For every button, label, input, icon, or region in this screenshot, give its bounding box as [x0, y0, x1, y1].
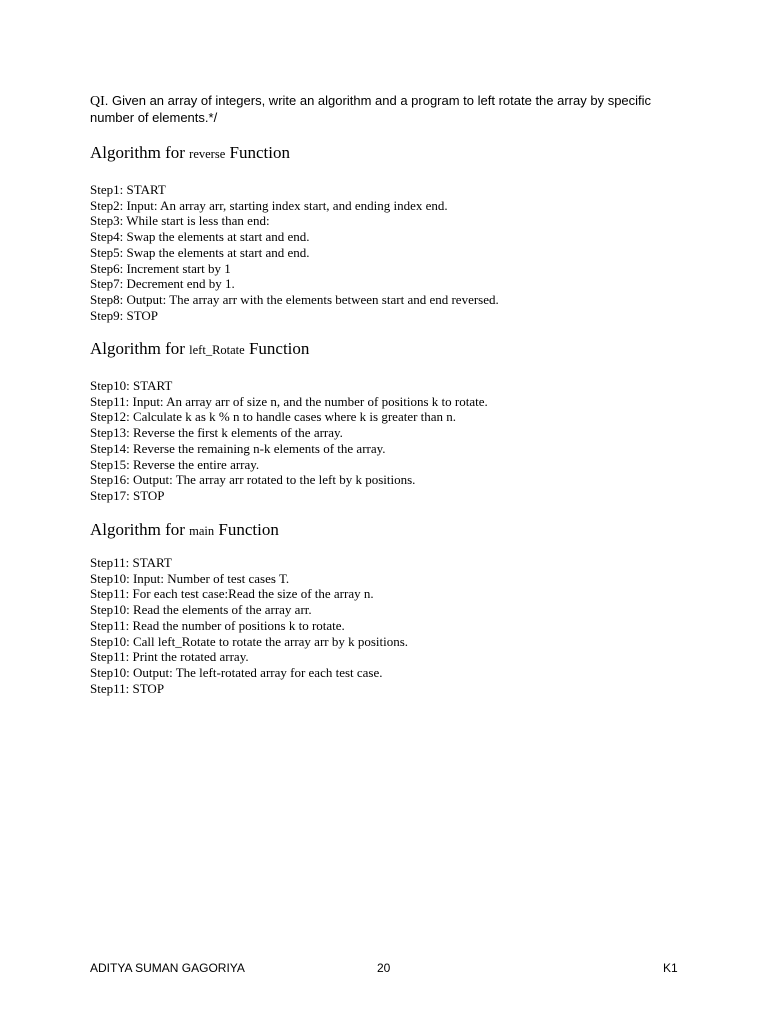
question-body: . Given an array of integers, write an algorithm and a program to left rotate the array by specific number of elements.*/: [90, 93, 652, 125]
step-item: Step8: Output: The array arr with the elements between start and end reversed.: [90, 291, 499, 307]
step-item: Step10: START: [90, 378, 173, 393]
step-item: Step11: Read the number of positions k to rotate.: [90, 617, 345, 633]
question-text: [90, 93, 670, 127]
step-item: Step11: Input: An array arr of size n, and the number of positions k to rotate.: [90, 393, 488, 409]
heading-prefix: Algorithm for: [90, 143, 190, 162]
step-item: Step12: Calculate k as k % n to handle cases where k is greater than n.: [90, 409, 457, 425]
step-item: Step10: Read the elements of the array arr.: [90, 602, 312, 618]
footer-page-number: 20: [377, 961, 391, 975]
step-item: Step10: Input: Number of test cases T.: [90, 570, 290, 586]
heading-prefix: Algorithm for: [90, 520, 190, 539]
step-item: Step1: START: [90, 182, 166, 197]
step-item: Step9: STOP: [90, 307, 159, 323]
question-prefix: QI: [90, 94, 105, 109]
section-heading-reverse: [90, 143, 290, 164]
step-list-reverse: [90, 182, 499, 323]
footer-author: ADITYA SUMAN GAGORIYA: [90, 961, 245, 975]
step-item: Step3: While start is less than end:: [90, 213, 270, 229]
step-item: Step17: STOP: [90, 487, 165, 503]
step-list-main: [90, 555, 408, 696]
step-item: Step2: Input: An array arr, starting index start, and ending index end.: [90, 197, 448, 213]
heading-suffix: Function: [244, 339, 310, 358]
footer-section: K1: [663, 961, 678, 975]
section-heading-main: [90, 520, 279, 541]
step-item: Step16: Output: The array arr rotated to the left by k positions.: [90, 472, 416, 488]
step-item: Step11: START: [90, 555, 172, 570]
step-item: Step4: Swap the elements at start and end.: [90, 229, 310, 245]
step-list-left-rotate: [90, 378, 488, 504]
step-item: Step5: Swap the elements at start and end.: [90, 244, 310, 260]
step-item: Step11: For each test case:Read the size of the array n.: [90, 586, 374, 602]
step-item: Step11: Print the rotated array.: [90, 649, 249, 665]
step-item: Step7: Decrement end by 1.: [90, 276, 235, 292]
step-item: Step13: Reverse the first k elements of the array.: [90, 425, 343, 441]
step-item: Step11: STOP: [90, 680, 165, 696]
heading-prefix: Algorithm for: [90, 339, 190, 358]
heading-function-name: left_Rotate: [189, 343, 245, 357]
heading-function-name: main: [189, 524, 215, 538]
step-item: Step6: Increment start by 1: [90, 260, 231, 276]
step-item: Step10: Output: The left-rotated array for each test case.: [90, 664, 383, 680]
section-heading-left-rotate: [90, 339, 309, 360]
heading-suffix: Function: [225, 143, 290, 162]
step-item: Step10: Call left_Rotate to rotate the array arr by k positions.: [90, 633, 409, 649]
heading-suffix: Function: [214, 520, 279, 539]
step-item: Step15: Reverse the entire array.: [90, 456, 260, 472]
step-item: Step14: Reverse the remaining n-k elements of the array.: [90, 440, 386, 456]
heading-function-name: reverse: [189, 147, 226, 161]
